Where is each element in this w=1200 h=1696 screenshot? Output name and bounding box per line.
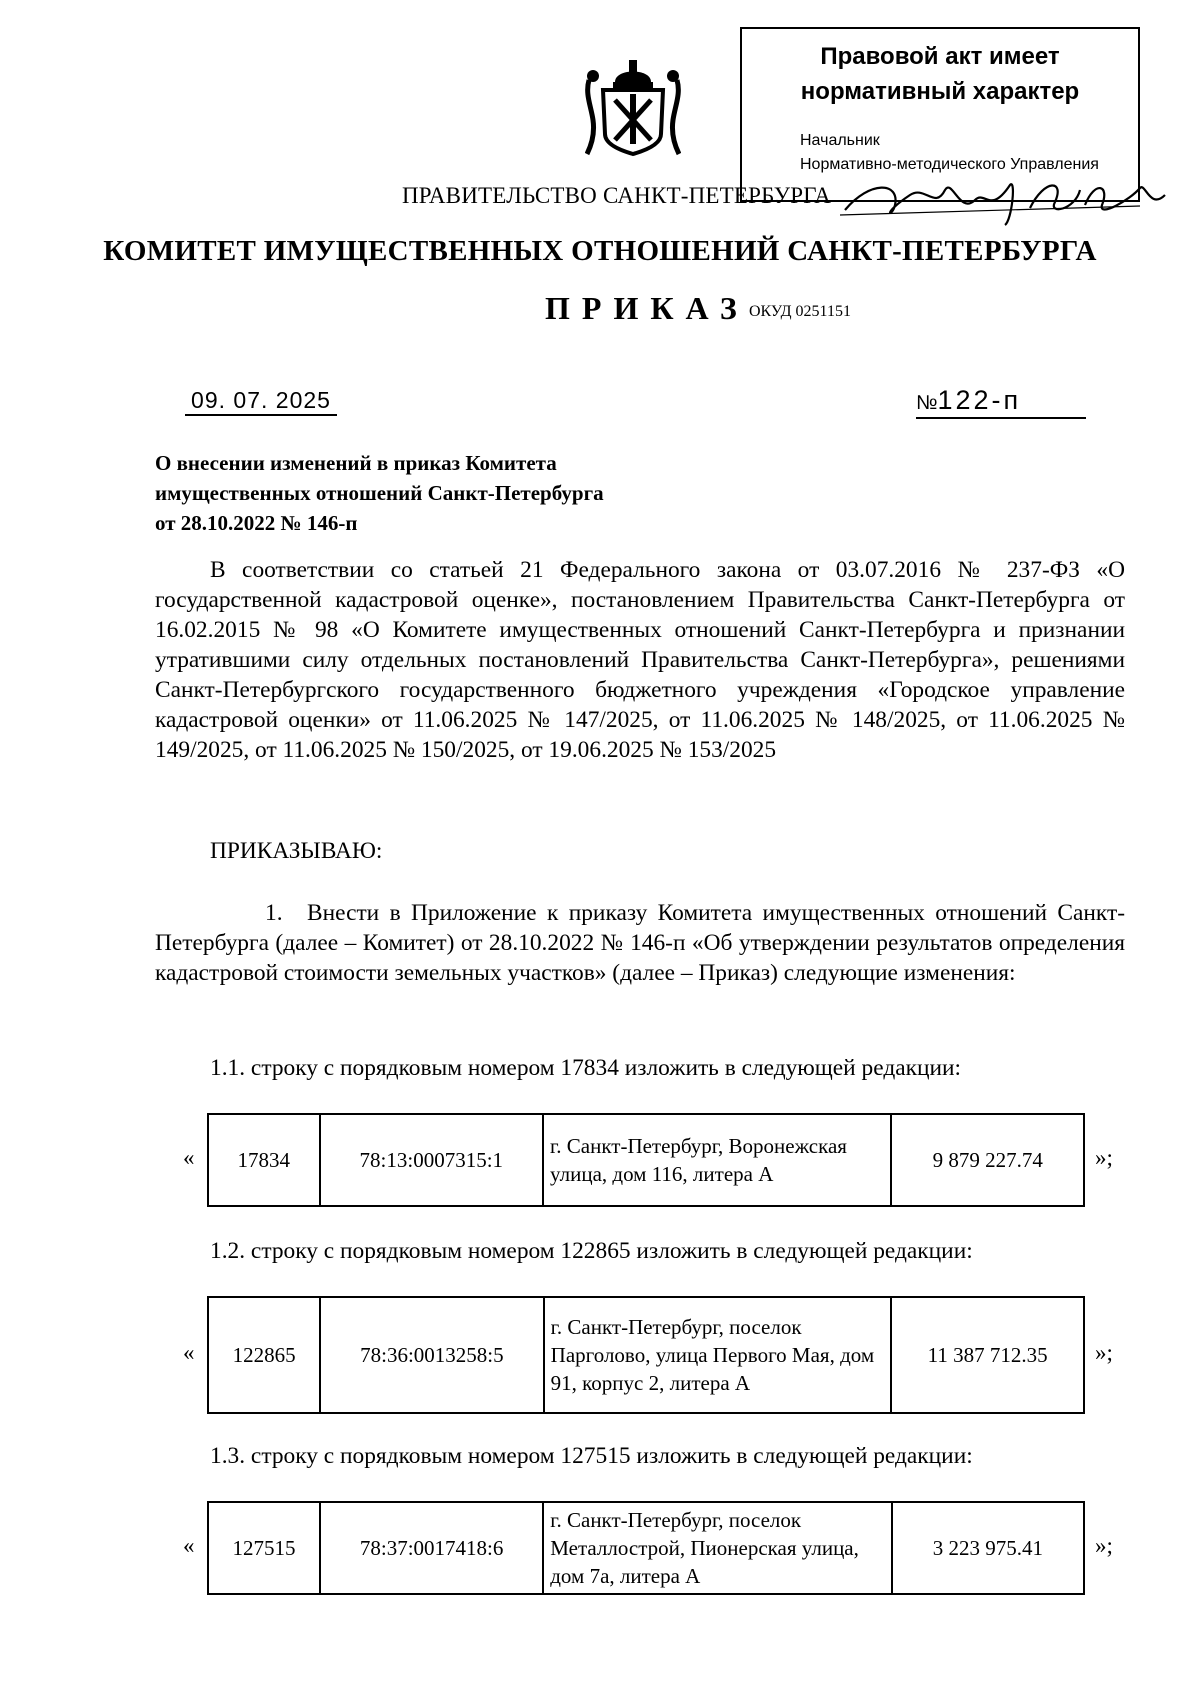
row-number: 122865 [208, 1297, 320, 1413]
cadastral-value: 3 223 975.41 [892, 1502, 1084, 1594]
stamp-role-line2: Нормативно-методического Управления [800, 156, 1099, 173]
close-quote: »; [1095, 1340, 1113, 1365]
cadastral-value: 11 387 712.35 [891, 1297, 1084, 1413]
table-row [207, 1501, 1085, 1595]
row-number: 127515 [208, 1502, 320, 1594]
okud-code: ОКУД 0251151 [749, 303, 851, 320]
coat-of-arms-icon [585, 60, 681, 158]
order-number: 122-п [937, 385, 1022, 415]
subject-line1: О внесении изменений в приказ Комитета [155, 451, 557, 475]
stamp-title-line1: Правовой акт имеет [820, 43, 1060, 70]
item-1-3-text: 1.3. строку с порядковым номером 127515 изложить в следующей редакции: [210, 1443, 973, 1469]
order-date: 09. 07. 2025 [185, 386, 337, 416]
number-sign: № [916, 392, 938, 414]
subject-line3: от 28.10.2022 № 146-п [155, 511, 358, 535]
cadastral-number: 78:36:0013258:5 [320, 1297, 544, 1413]
signature [840, 170, 1170, 230]
document-type: ПРИКАЗ [545, 290, 749, 326]
stamp-title [742, 39, 1138, 109]
cadastral-number: 78:37:0017418:6 [320, 1502, 543, 1594]
cadastral-value: 9 879 227.74 [891, 1114, 1084, 1206]
stamp-role-line1: Начальник [800, 132, 880, 149]
address: г. Санкт-Петербург, поселок Парголово, улица Первого Мая, дом 91, корпус 2, литера А [544, 1297, 892, 1413]
subject-line2: имущественных отношений Санкт-Петербурга [155, 481, 604, 505]
government-name: ПРАВИТЕЛЬСТВО САНКТ-ПЕТЕРБУРГА [402, 183, 832, 208]
open-quote: « [183, 1533, 195, 1558]
close-quote: »; [1095, 1533, 1113, 1558]
point-1-text: Внести в Приложение к приказу Комитета имущественных отношений Санкт-Петербурга (далее – Комитет) от 28.10.2022 № 146-п «Об утверждении результатов определения кадастровой стоимости земельных участков» (далее – Приказ) следующие изменения: [155, 900, 1125, 986]
row-number: 17834 [208, 1114, 320, 1206]
open-quote: « [183, 1145, 195, 1170]
address: г. Санкт-Петербург, поселок Металлострой, Пионерская улица, дом 7а, литера А [543, 1502, 892, 1594]
item-1-1-text: 1.1. строку с порядковым номером 17834 изложить в следующей редакции: [210, 1055, 962, 1081]
cadastral-number: 78:13:0007315:1 [320, 1114, 543, 1206]
order-number-field [916, 386, 1086, 419]
address: г. Санкт-Петербург, Воронежская улица, дом 116, литера А [543, 1114, 891, 1206]
point-1-paragraph [155, 898, 1125, 988]
order-word: ПРИКАЗЫВАЮ: [210, 838, 383, 864]
close-quote: »; [1095, 1145, 1113, 1170]
point-1-number: 1. [265, 900, 283, 926]
table-row [207, 1296, 1085, 1414]
table-row [207, 1113, 1085, 1207]
stamp-title-line2: нормативный характер [800, 78, 1080, 105]
preamble-paragraph: В соответствии со статьей 21 Федерального закона от 03.07.2016 № 237-ФЗ «О государственной кадастровой оценке», постановлением Правительства Санкт-Петербурга от 16.02.2015 № 98 «О Комитете имущественных отношений Санкт-Петербурга и признании утратившими силу отдельных постановлений Правительства Санкт-Петербурга», решениями Санкт-Петербургского государственного бюджетного учреждения «Городское управление кадастровой оценки» от 11.06.2025 № 147/2025, от 11.06.2025 № 148/2025, от 11.06.2025 № 149/2025, от 11.06.2025 № 150/2025, от 19.06.2025 № 153/2025 [155, 557, 1125, 763]
order-subject [155, 448, 604, 538]
item-1-2-text: 1.2. строку с порядковым номером 122865 изложить в следующей редакции: [210, 1238, 973, 1264]
committee-name: КОМИТЕТ ИМУЩЕСТВЕННЫХ ОТНОШЕНИЙ САНКТ-ПЕТЕРБУРГА [103, 235, 1097, 267]
open-quote: « [183, 1340, 195, 1365]
